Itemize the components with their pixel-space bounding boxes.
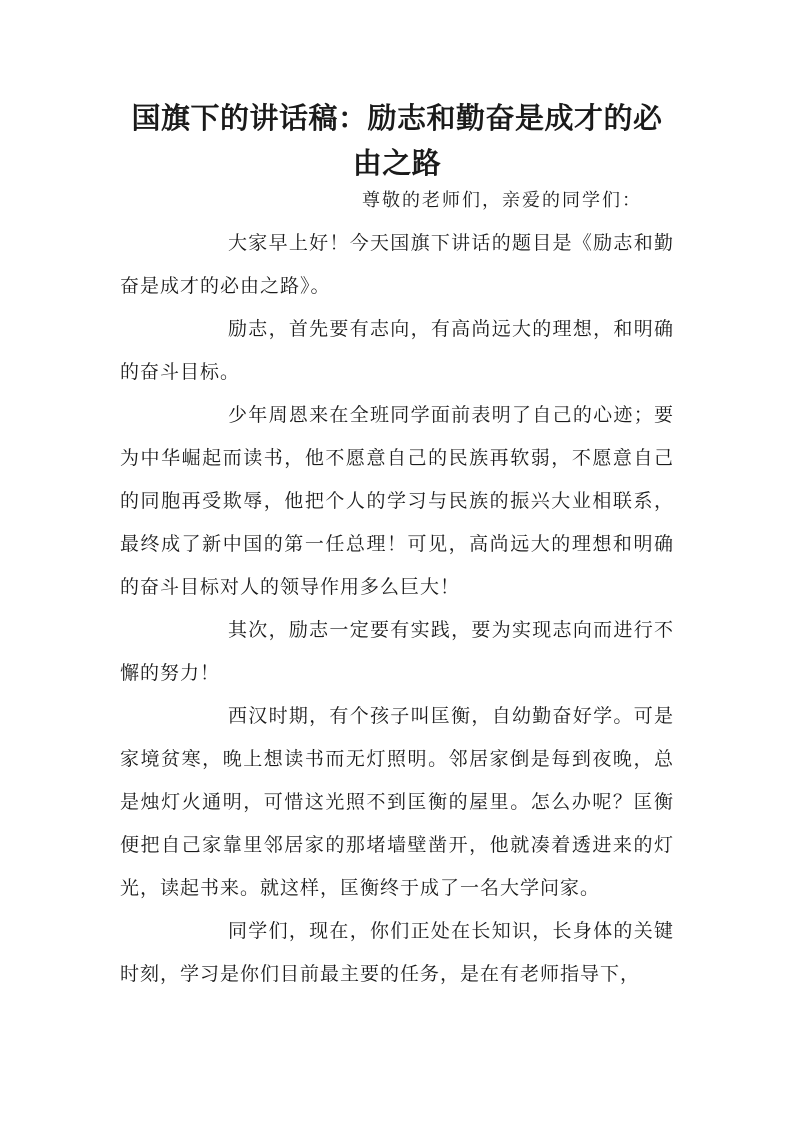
paragraph: 励志，首先要有志向，有高尚远大的理想，和明确的奋斗目标。 (120, 318, 674, 383)
document-title (120, 96, 674, 186)
title-line-2: 由之路 (352, 146, 442, 180)
paragraph: 同学们，现在，你们正处在长知识，长身体的关键时刻，学习是你们目前最主要的任务，是在有老师指导下， (120, 920, 674, 985)
title-line-1: 国旗下的讲话稿：励志和勤奋是成才的必 (131, 101, 663, 135)
salutation: 尊敬的老师们，亲爱的同学们： (362, 190, 642, 211)
document-body (120, 222, 674, 996)
paragraph: 大家早上好！今天国旗下讲话的题目是《励志和勤奋是成才的必由之路》。 (120, 232, 674, 297)
paragraph: 西汉时期，有个孩子叫匡衡，自幼勤奋好学。可是家境贫寒，晚上想读书而无灯照明。邻居家倒是每到夜晚，总是烛灯火通明，可惜这光照不到匡衡的屋里。怎么办呢？匡衡便把自己家靠里邻居家的那堵墙壁凿开，他就凑着透进来的灯光，读起书来。就这样，匡衡终于成了一名大学问家。 (120, 705, 674, 899)
paragraph: 其次，励志一定要有实践，要为实现志向而进行不懈的努力！ (120, 619, 674, 684)
paragraph: 少年周恩来在全班同学面前表明了自己的心迹；要为中华崛起而读书，他不愿意自己的民族再软弱，不愿意自己的同胞再受欺辱，他把个人的学习与民族的振兴大业相联系，最终成了新中国的第一任总理！可见，高尚远大的理想和明确的奋斗目标对人的领导作用多么巨大！ (120, 404, 674, 598)
